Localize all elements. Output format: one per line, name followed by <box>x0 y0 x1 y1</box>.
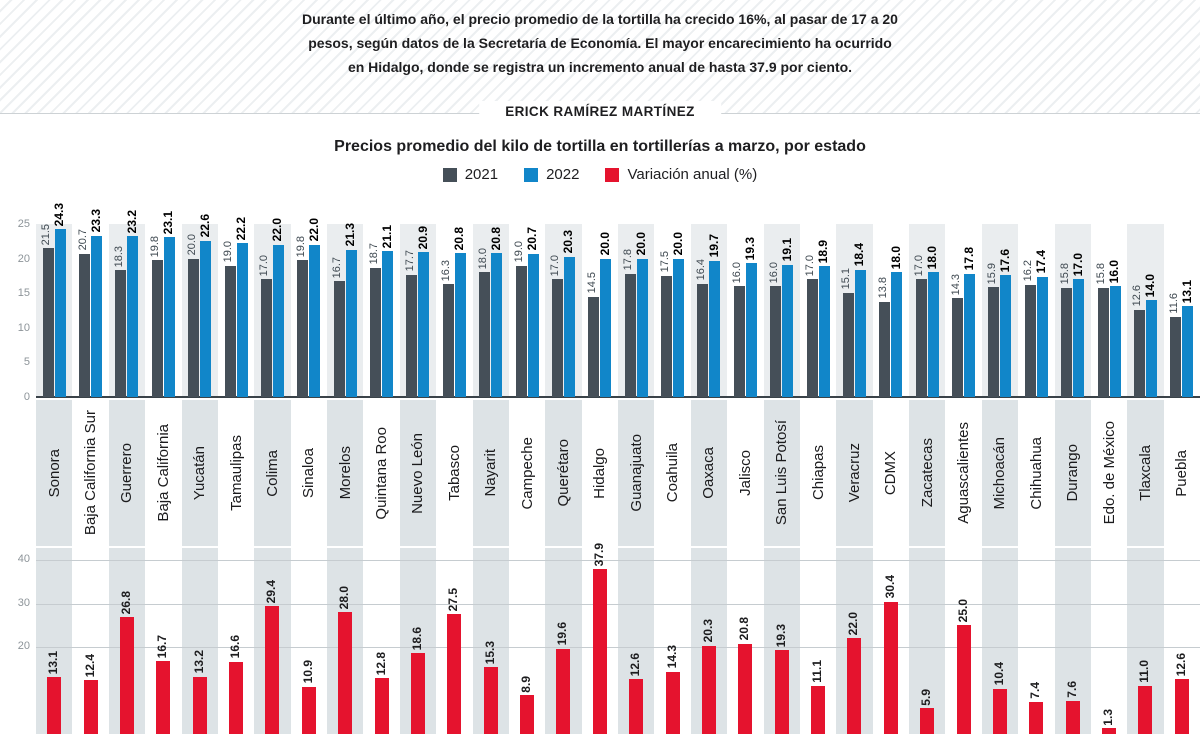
intro-text-line: en Hidalgo, donde se registra un incremento anual de hasta 37.9 por ciento. <box>347 59 853 75</box>
state-axis-label: Tamaulipas <box>227 435 245 511</box>
variation-value: 12.6 <box>1173 652 1188 677</box>
variation-bar <box>338 612 352 734</box>
bar-value-2022: 19.7 <box>706 234 721 258</box>
bar-value-2021: 20.7 <box>76 229 89 251</box>
variation-value: 15.3 <box>482 641 497 665</box>
bar-value-2022: 14.0 <box>1143 273 1158 298</box>
variation-value: 22.0 <box>846 611 861 636</box>
bar-value-2021: 21.5 <box>40 223 53 246</box>
variation-value: 10.9 <box>300 660 315 684</box>
bar-value-2021: 19.0 <box>513 241 526 263</box>
bar-value-2021: 11.6 <box>1167 293 1180 314</box>
bar-value-2021: 17.0 <box>258 254 271 277</box>
bar-value-2021: 18.0 <box>476 248 489 270</box>
variation-bar <box>1066 701 1080 734</box>
state-axis-cell <box>691 400 727 546</box>
variation-column <box>654 548 690 734</box>
state-axis-cell <box>618 400 654 546</box>
state-axis-label: Zacatecas <box>918 438 936 508</box>
variation-value: 16.6 <box>228 635 243 659</box>
state-axis-label: Guerrero <box>118 442 136 504</box>
variation-bar <box>193 677 207 734</box>
intro-text-line: pesos, según datos de la Secretaría de Economía. El mayor encarecimiento ha ocurrido <box>308 35 892 51</box>
variation-column <box>945 548 981 734</box>
variation-value: 7.4 <box>1028 682 1043 699</box>
bar-value-2021: 13.8 <box>876 277 889 299</box>
y-axis-tick-label: 10 <box>17 321 30 334</box>
variation-bar <box>811 686 825 734</box>
variation-value: 14.3 <box>664 645 679 669</box>
variation-bar <box>1175 679 1189 734</box>
state-axis-label: Nayarit <box>482 449 500 497</box>
state-axis-cell <box>436 400 472 546</box>
bar-value-2021: 17.0 <box>804 254 817 277</box>
variation-bar <box>411 653 425 734</box>
variation-bar <box>120 617 134 734</box>
variation-value: 12.6 <box>628 652 643 677</box>
bar-value-2021: 17.0 <box>913 254 926 277</box>
variation-bar <box>593 569 607 734</box>
variation-value: 20.8 <box>737 617 752 641</box>
bar-value-2021: 19.8 <box>149 235 162 257</box>
state-axis-label: Quintana Roo <box>373 426 391 520</box>
variation-chart-panel <box>0 542 1200 734</box>
variation-value: 7.6 <box>1064 681 1079 698</box>
state-axis-label: Coahuila <box>664 443 682 503</box>
y-axis-tick-label: 20 <box>17 252 30 265</box>
variation-value: 28.0 <box>337 585 352 610</box>
bar-value-2021: 16.3 <box>440 259 453 282</box>
variation-column <box>545 548 581 734</box>
bar-value-2022: 18.0 <box>925 246 940 270</box>
variation-column <box>1091 548 1127 734</box>
variation-bar <box>84 680 98 734</box>
state-axis-label: Jalisco <box>736 450 754 496</box>
bar-value-2021: 18.3 <box>112 245 125 268</box>
variation-column <box>1055 548 1091 734</box>
variation-column <box>327 548 363 734</box>
y-axis-tick-label: 0 <box>23 391 30 403</box>
bar-value-2021: 14.3 <box>949 273 962 296</box>
variation-bar <box>156 661 170 734</box>
state-axis-cell <box>1055 400 1091 546</box>
state-axis-cell <box>509 400 545 546</box>
variation-value: 11.1 <box>810 660 825 683</box>
state-axis-label: CDMX <box>882 450 900 496</box>
y-axis-tick-label: 25 <box>17 218 30 230</box>
variation-value: 11.0 <box>1137 660 1152 684</box>
variation-bar <box>957 625 971 734</box>
state-axis-cell <box>36 400 72 546</box>
state-axis-cell <box>1164 400 1200 546</box>
state-axis-cell <box>873 400 909 546</box>
bar-value-2022: 16.0 <box>1107 259 1122 284</box>
variation-value: 12.8 <box>373 651 388 676</box>
variation-bar <box>1029 702 1043 734</box>
legend-label: 2021 <box>464 166 499 183</box>
author-byline: ERICK RAMÍREZ MARTÍNEZ <box>479 101 721 123</box>
variation-bar <box>265 606 279 734</box>
bar-value-2021: 14.5 <box>585 272 598 294</box>
bar-value-2021: 17.5 <box>658 251 671 273</box>
state-axis-label: Chihuahua <box>1027 436 1045 510</box>
bar-value-2022: 17.4 <box>1034 250 1049 274</box>
bar-value-2022: 23.1 <box>161 210 176 235</box>
bar-value-2021: 19.0 <box>222 241 235 263</box>
state-axis-label: Nuevo León <box>409 432 427 514</box>
variation-bar <box>375 678 389 734</box>
bar-value-2021: 20.0 <box>185 234 198 256</box>
state-axis-cell <box>545 400 581 546</box>
state-axis-cell <box>218 400 254 546</box>
state-axis-label: Durango <box>1064 444 1082 502</box>
state-axis-label: San Luis Potosí <box>773 420 791 526</box>
variation-column <box>691 548 727 734</box>
state-axis-cell <box>1091 400 1127 546</box>
state-axis-cell <box>145 400 181 546</box>
state-axis-cell <box>363 400 399 546</box>
bar-value-2021: 16.0 <box>767 261 780 284</box>
variation-bar <box>556 649 570 734</box>
variation-value: 19.3 <box>773 623 788 648</box>
state-axis-label: Tlaxcala <box>1136 445 1154 501</box>
variation-value: 20.3 <box>700 619 715 643</box>
variation-column <box>909 548 945 734</box>
variation-value: 29.4 <box>264 579 279 604</box>
variation-column <box>764 548 800 734</box>
bar-value-2022: 20.0 <box>597 232 612 256</box>
variation-bar <box>629 679 643 734</box>
state-axis-label: Michoacán <box>991 436 1009 510</box>
variation-bar <box>738 644 752 734</box>
state-axis-label: Chiapas <box>809 445 827 501</box>
variation-value: 10.4 <box>991 662 1006 686</box>
variation-column <box>254 548 290 734</box>
bar-value-2021: 17.0 <box>549 254 562 277</box>
state-axis-cell <box>654 400 690 546</box>
y-axis-tick-label: 40 <box>17 553 30 565</box>
bar-value-2022: 20.8 <box>488 226 503 251</box>
bar-value-2021: 16.2 <box>1022 260 1035 282</box>
variation-column <box>582 542 618 734</box>
bar-value-2022: 20.3 <box>561 230 576 254</box>
variation-value: 16.7 <box>155 635 170 659</box>
variation-column <box>982 548 1018 734</box>
state-axis-cell <box>291 400 327 546</box>
variation-column <box>436 548 472 734</box>
state-axis-cell <box>982 400 1018 546</box>
bar-value-2021: 15.8 <box>1095 263 1108 285</box>
variation-column <box>618 548 654 734</box>
y-axis-tick-label: 5 <box>23 356 30 369</box>
bar-value-2022: 18.4 <box>852 243 867 267</box>
state-axis-label: Yucatán <box>191 445 209 501</box>
state-axis-cell <box>1127 400 1163 546</box>
bar-value-2022: 13.1 <box>1179 280 1194 304</box>
bar-value-2022: 20.7 <box>525 227 540 251</box>
state-axis-cell <box>909 400 945 546</box>
state-axis-cell <box>1018 400 1054 546</box>
state-axis-label: Baja California Sur <box>82 410 100 536</box>
variation-bar <box>884 602 898 734</box>
state-axis-cell <box>72 400 108 546</box>
bar-value-2021: 17.8 <box>622 249 635 271</box>
state-axis-label: Baja California <box>154 424 172 522</box>
bar-value-2022: 22.6 <box>197 214 212 238</box>
variation-value: 26.8 <box>118 591 133 615</box>
bar-value-2022: 20.9 <box>415 226 430 250</box>
bar-value-2022: 24.3 <box>52 202 67 226</box>
variation-column <box>1164 548 1200 734</box>
state-axis-label: Colima <box>263 449 281 497</box>
bar-value-2022: 19.1 <box>779 238 794 262</box>
bar-value-2021: 18.7 <box>367 243 380 265</box>
bar-value-2022: 18.0 <box>888 246 903 270</box>
bar-value-2022: 21.3 <box>343 223 358 247</box>
bar-value-2021: 15.1 <box>840 268 853 290</box>
state-axis-cell <box>764 400 800 546</box>
variation-bar <box>666 672 680 734</box>
variation-column <box>400 548 436 734</box>
state-axis-label: Aguascalientes <box>955 422 973 524</box>
state-axis-cell <box>400 400 436 546</box>
bar-value-2022: 18.9 <box>816 239 831 264</box>
bar-value-2021: 17.7 <box>403 250 416 272</box>
bar-value-2022: 19.3 <box>743 237 758 261</box>
state-axis-cell <box>945 400 981 546</box>
variation-column <box>1018 548 1054 734</box>
variation-column <box>473 548 509 734</box>
bar-value-2021: 15.9 <box>985 262 998 284</box>
state-axis-label: Hidalgo <box>591 447 609 499</box>
legend-label: 2022 <box>546 166 580 183</box>
variation-bar <box>229 662 243 734</box>
bar-value-2021: 19.8 <box>294 235 307 257</box>
chart-title: Precios promedio del kilo de tortilla en tortillerías a marzo, por estado <box>334 138 866 155</box>
variation-column <box>109 548 145 734</box>
variation-bar <box>702 646 716 734</box>
variation-value: 13.1 <box>46 650 61 675</box>
bar-value-2021: 12.6 <box>1131 285 1144 307</box>
state-axis-label: Veracruz <box>845 443 863 503</box>
bar-value-2021: 16.7 <box>331 257 344 279</box>
variation-column <box>363 548 399 734</box>
state-axis-label: Puebla <box>1173 449 1191 497</box>
state-axis-label: Guanajuato <box>627 434 645 512</box>
variation-bar <box>447 614 461 734</box>
variation-value: 27.5 <box>446 588 461 612</box>
variation-column <box>800 548 836 734</box>
state-axis-label: Sonora <box>45 448 63 498</box>
variation-bar <box>847 638 861 734</box>
variation-column <box>36 548 72 734</box>
variation-value: 30.4 <box>882 575 897 599</box>
bar-value-2022: 17.0 <box>1070 253 1085 277</box>
variation-bar <box>302 687 316 734</box>
bar-value-2022: 22.0 <box>306 218 321 242</box>
variation-value: 12.4 <box>82 653 97 678</box>
bar-value-2022: 17.8 <box>961 247 976 271</box>
state-axis-cell <box>582 400 618 546</box>
bar-value-2021: 15.8 <box>1058 263 1071 285</box>
bar-value-2021: 16.4 <box>694 259 707 281</box>
variation-bar <box>520 695 534 734</box>
y-axis-tick-label: 30 <box>17 596 30 609</box>
bar-value-2021: 16.0 <box>731 261 744 284</box>
variation-column <box>836 548 872 734</box>
variation-column <box>1127 548 1163 734</box>
state-axis-cell <box>800 400 836 546</box>
variation-bar <box>993 689 1007 734</box>
state-axis-cell <box>836 400 872 546</box>
state-axis-cell <box>182 400 218 546</box>
state-axis-cell <box>327 400 363 546</box>
state-axis-label: Sinaloa <box>300 447 318 499</box>
variation-column <box>218 548 254 734</box>
variation-bar <box>1138 686 1152 734</box>
state-axis-label: Morelos <box>336 446 354 500</box>
state-axis-label: Edo. de México <box>1100 421 1118 525</box>
bar-value-2022: 20.8 <box>452 226 467 251</box>
y-axis-tick-label: 15 <box>17 287 30 300</box>
variation-column <box>873 548 909 734</box>
bar-value-2022: 17.6 <box>997 248 1012 273</box>
state-axis-label: Oaxaca <box>700 447 718 499</box>
variation-value: 37.9 <box>591 542 606 567</box>
variation-value: 1.3 <box>1101 708 1116 726</box>
bar-value-2022: 23.3 <box>88 209 103 233</box>
variation-bar <box>775 650 789 734</box>
variation-bar <box>920 708 934 734</box>
variation-value: 13.2 <box>191 650 206 674</box>
intro-text-line: Durante el último año, el precio promedio de la tortilla ha crecido 16%, al pasar de 17 a 20 <box>302 11 898 27</box>
variation-value: 19.6 <box>555 622 570 646</box>
bar-value-2022: 22.2 <box>234 217 249 241</box>
variation-column <box>509 548 545 734</box>
state-axis-label: Campeche <box>518 436 536 510</box>
bar-value-2022: 20.0 <box>670 232 685 256</box>
variation-bar <box>1102 728 1116 734</box>
variation-bar <box>484 667 498 734</box>
variation-bar <box>47 677 61 734</box>
bar-value-2022: 21.1 <box>379 224 394 248</box>
variation-value: 18.6 <box>409 626 424 651</box>
bar-value-2022: 20.0 <box>634 232 649 256</box>
state-axis-cell <box>109 400 145 546</box>
bar-value-2022: 22.0 <box>270 218 285 242</box>
variation-column <box>291 548 327 734</box>
variation-column <box>182 548 218 734</box>
state-axis-cell <box>473 400 509 546</box>
state-axis-cell <box>727 400 763 546</box>
legend-label: Variación anual (%) <box>627 166 758 183</box>
variation-value: 5.9 <box>919 688 934 706</box>
variation-value: 8.9 <box>519 675 534 693</box>
y-axis-tick-label: 20 <box>17 640 30 652</box>
variation-value: 25.0 <box>955 598 970 623</box>
state-axis-label: Tabasco <box>445 445 463 501</box>
bar-value-2022: 23.2 <box>124 210 139 234</box>
state-axis-cell <box>254 400 290 546</box>
variation-column <box>145 548 181 734</box>
variation-column <box>72 548 108 734</box>
variation-column <box>727 548 763 734</box>
state-axis-label: Querétaro <box>554 439 572 507</box>
